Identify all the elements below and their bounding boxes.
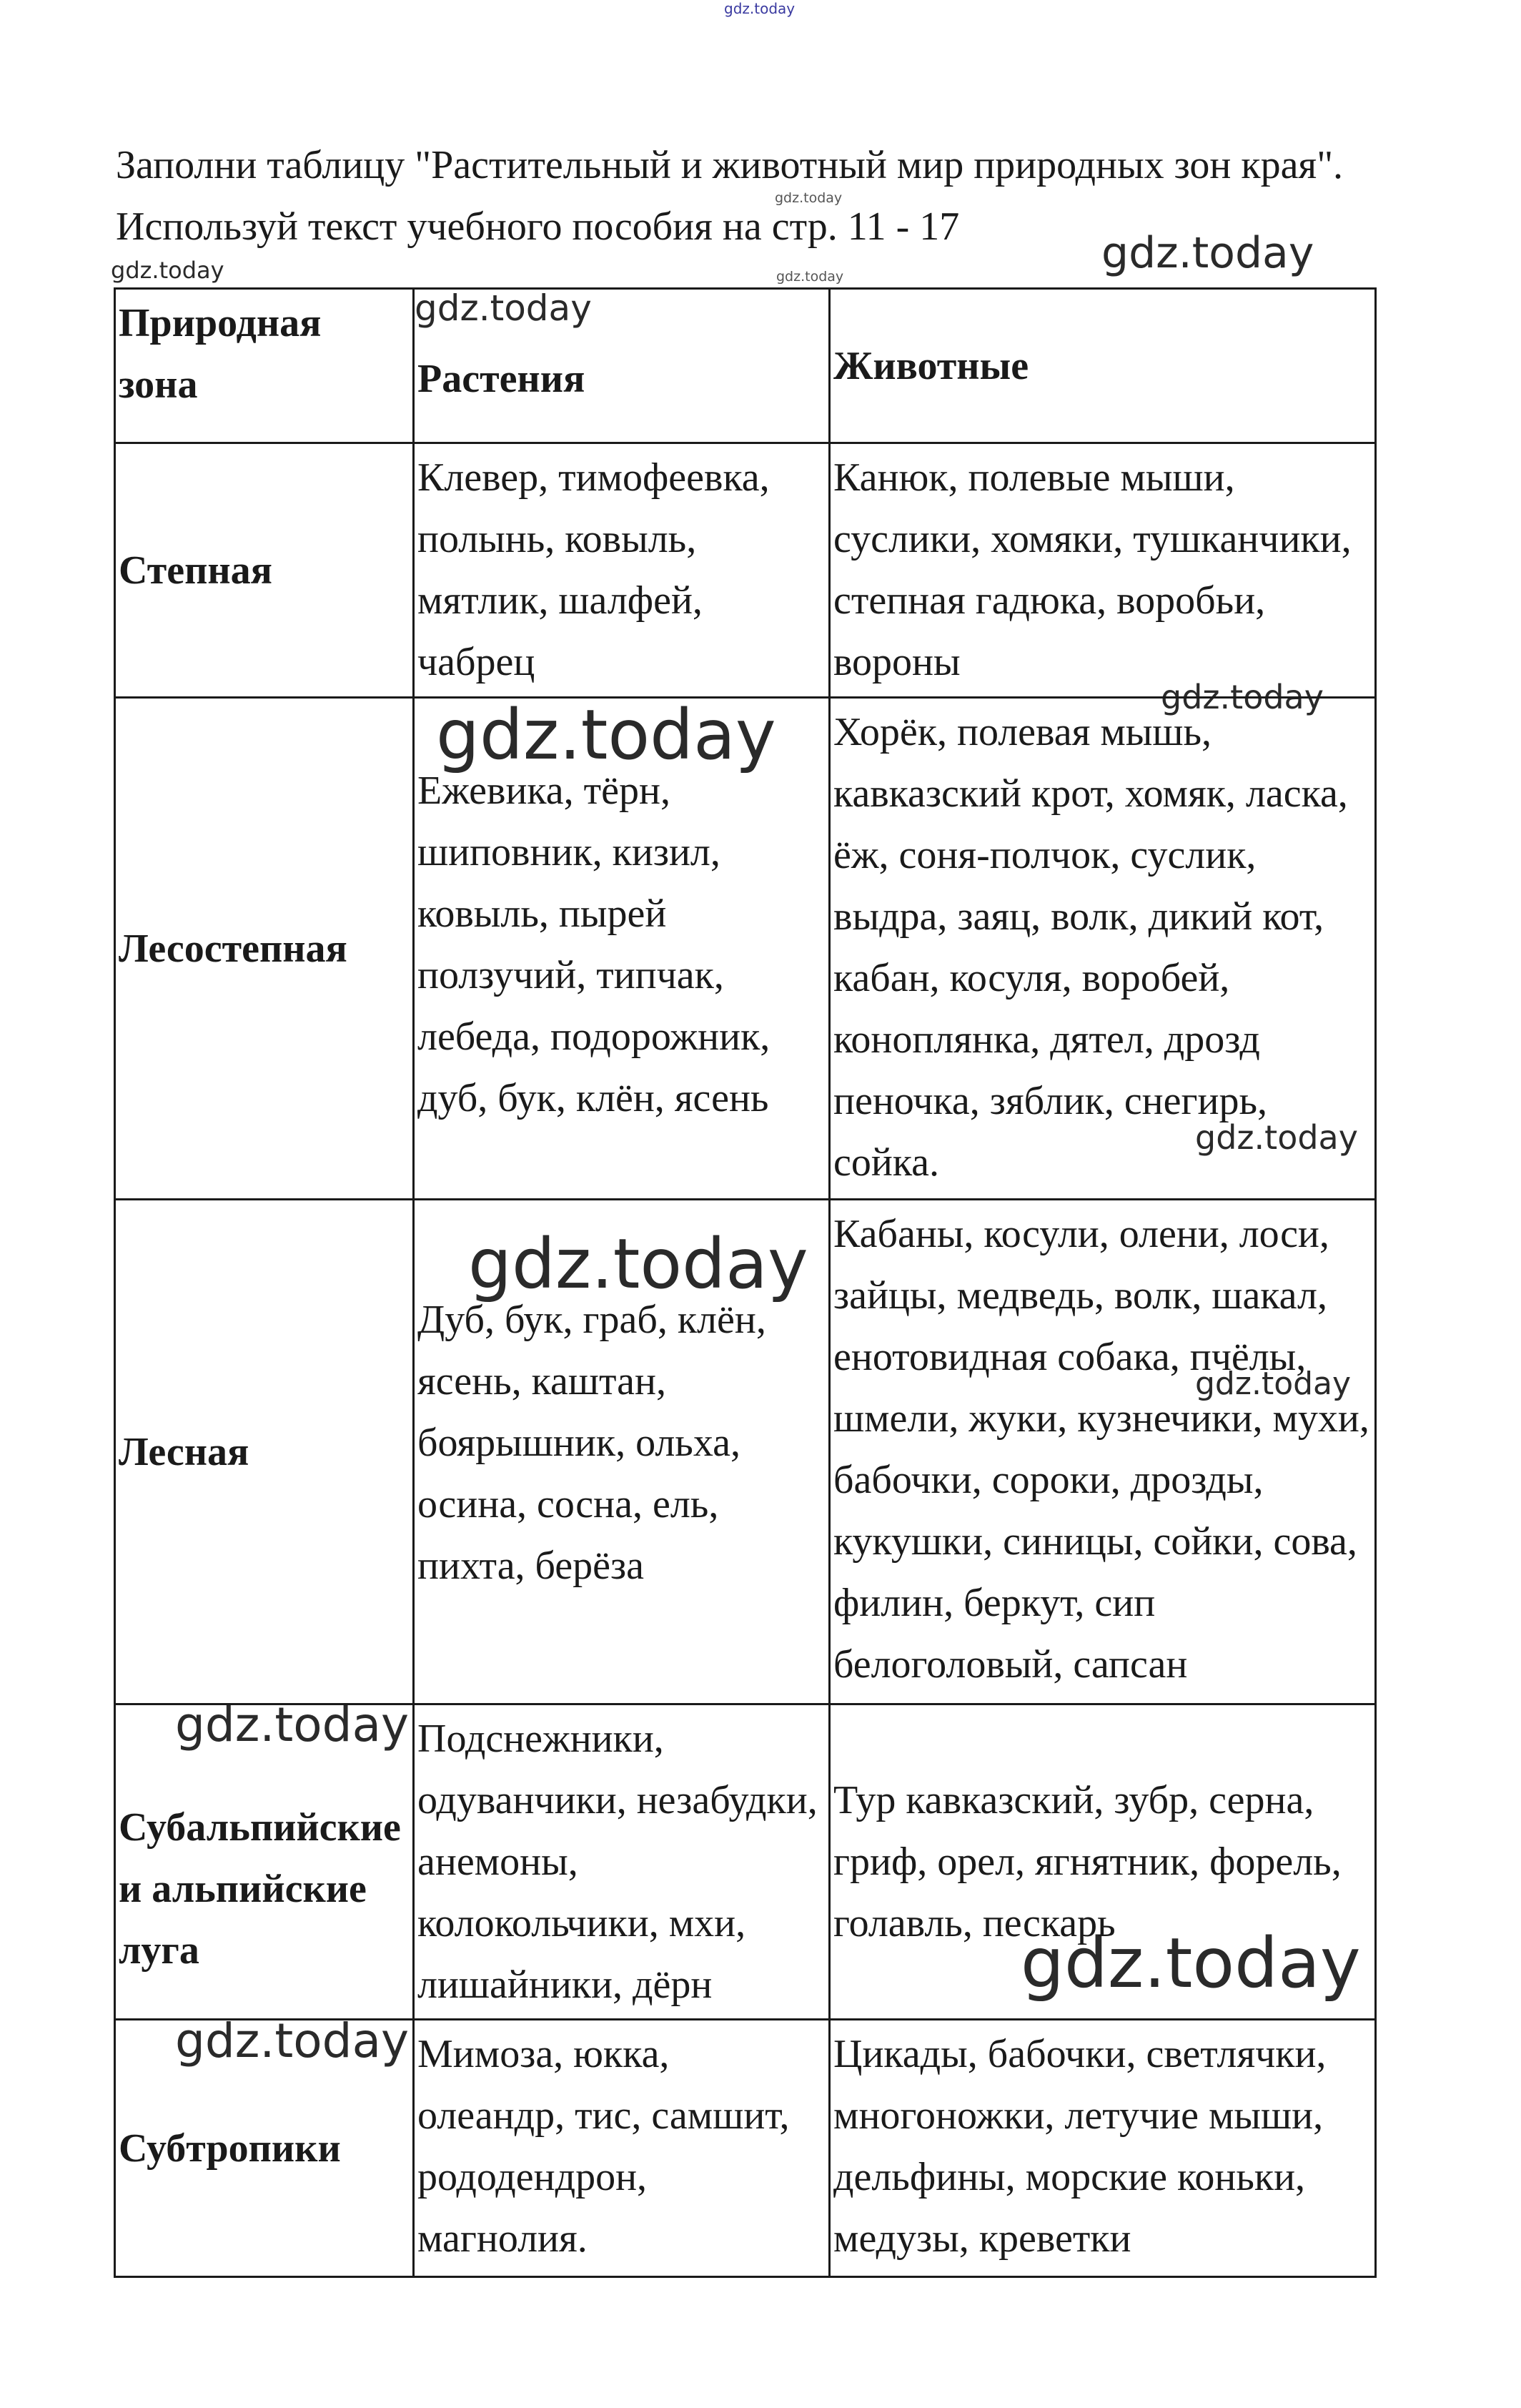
animals-subtropics: Цикады, бабочки, светлячки, многоножки, летучие мыши, дельфины, морские коньки, медузы, креветки: [830, 2020, 1376, 2277]
animals-forest-steppe: Хорёк, полевая мышь, кавказский крот, хомяк, ласка, ёж, соня-полчок, суслик, выдра, заяц, волк, дикий кот, кабан, косуля, воробей, коноплянка, дятел, дрозд пеночка, зяблик, снегирь, сойка.: [830, 698, 1376, 1200]
watermark-tiny-1: gdz.today: [775, 190, 843, 206]
plants-subtropics: Мимоза, юкка, олеандр, тис, самшит, рододендрон, магнолия.: [414, 2020, 830, 2277]
animals-meadows: Тур кавказский, зубр, серна, гриф, орел, ягнятник, форель, голавль, пескарь: [830, 1704, 1376, 2020]
plants-forest-steppe: Ежевика, тёрн, шиповник, кизил, ковыль, пырей ползучий, типчак, лебеда, подорожник, дуб, бук, клён, ясень: [414, 698, 830, 1200]
zones-table: [114, 287, 1377, 2278]
watermark-row2-end: gdz.today: [1195, 1118, 1358, 1157]
watermark-row4-zone: gdz.today: [175, 1697, 410, 1752]
zone-forest: Лесная: [115, 1200, 414, 1704]
watermark-row2-plants: gdz.today: [436, 695, 776, 775]
zone-subtropics: Субтропики: [115, 2020, 414, 2277]
plants-meadows: Подснежники, одуванчики, незабудки, анемоны, колокольчики, мхи, лишайники, дёрн: [414, 1704, 830, 2020]
table-row: [115, 2020, 1376, 2277]
watermark-tiny-2: gdz.today: [776, 269, 844, 285]
task-instruction: Заполни таблицу "Растительный и животный мир природных зон края". Используй текст учебного пособия на стр. 11 - 17: [116, 143, 1344, 249]
watermark-row2-animals: gdz.today: [1161, 678, 1324, 716]
watermark-row3-animals: gdz.today: [1195, 1366, 1352, 1402]
header-plants: Растения: [414, 289, 830, 443]
watermark-row5-zone: gdz.today: [175, 2013, 410, 2068]
header-animals: Животные: [830, 289, 1376, 443]
table-row: [115, 1704, 1376, 2020]
zone-meadows: Субальпийские и альпийские луга: [115, 1704, 414, 2020]
plants-steppe: Клевер, тимофеевка, полынь, ковыль, мятлик, шалфей, чабрец: [414, 443, 830, 698]
animals-steppe: Канюк, полевые мыши, суслики, хомяки, тушканчики, степная гадюка, воробьи, вороны: [830, 443, 1376, 698]
watermark-small-1: gdz.today: [111, 257, 224, 284]
table-row: [115, 443, 1376, 698]
watermark-top: gdz.today: [724, 0, 796, 17]
header-zone: Природная зона: [115, 289, 414, 443]
watermark-header: gdz.today: [415, 287, 592, 329]
table-row: [115, 1200, 1376, 1704]
table-header-row: [115, 289, 1376, 443]
plants-forest: Дуб, бук, граб, клён, ясень, каштан, боярышник, ольха, осина, сосна, ель, пихта, берёза: [414, 1200, 830, 1704]
animals-forest: Кабаны, косули, олени, лоси, зайцы, медведь, волк, шакал, енотовидная собака, пчёлы, шмели, жуки, кузнечики, мухи, бабочки, сороки, дрозды, кукушки, синицы, сойки, сова, филин, беркут, сип белоголовый, сапсан: [830, 1200, 1376, 1704]
zone-forest-steppe: Лесостепная: [115, 698, 414, 1200]
zone-steppe: Степная: [115, 443, 414, 698]
watermark-row3-plants: gdz.today: [468, 1224, 808, 1304]
watermark-row4-animals: gdz.today: [1021, 1923, 1361, 2003]
table-row: [115, 698, 1376, 1200]
watermark-mid-1: gdz.today: [1101, 228, 1314, 278]
